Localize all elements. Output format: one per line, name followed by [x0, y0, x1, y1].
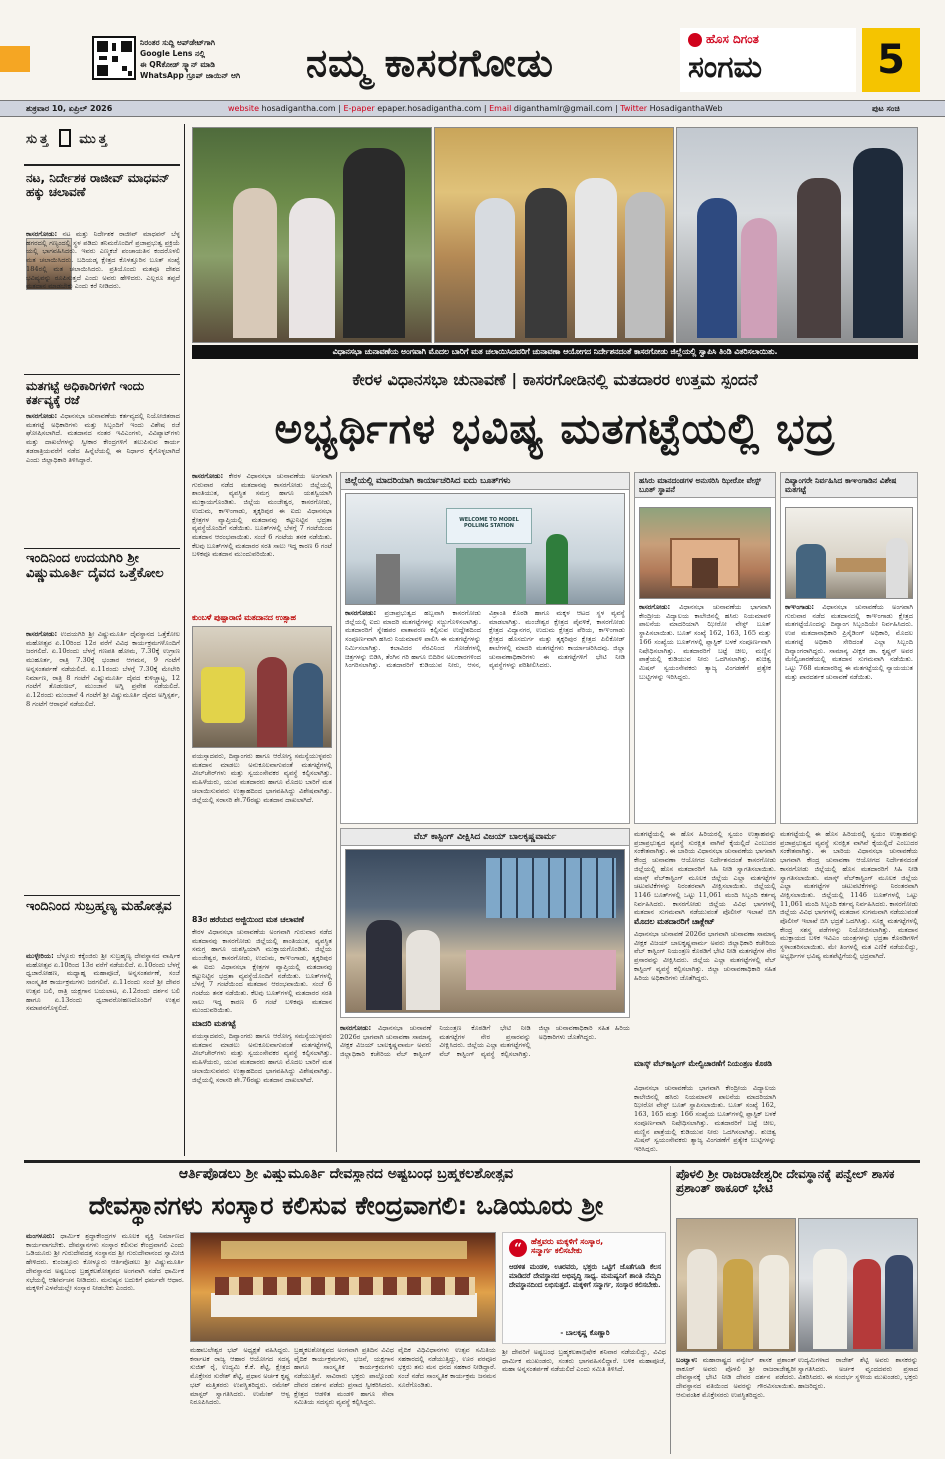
polali-body-col-2: ಉದ್ಯಮಿಗಳಾದ ರಾಜೇಶ್ ಶೆಟ್ಟಿ ಅವರು ಶಾಸಕರನ್ನು ಸ್ವಾಗತಿಸಿದರು. ಅರ್ಚಕ ವೃಂದದವರು ಪ್ರಸಾದ ವಿತರಿಸಿದರು. ಈ ಸಂದರ್ಭ ಸ್ಥಳೀಯ ಮುಖಂಡರು, ಭಕ್ತರು ಹಾಜರಿದ್ದರು. [798, 1356, 918, 1391]
lead-body-col-far-right: ಮತಗಟ್ಟೆಯಲ್ಲಿ ಈ ಹೊಸ ಹಿರಿಯರಲ್ಲಿ ಸ್ವಯಂ ಉತ್ಸಾಹವನ್ನು ಪ್ರಜಾಪ್ರಭುತ್ವದ ವ್ಯವಸ್ಥೆ ಸುರಕ್ಷಿತ ವಾಗಿವೆ ಕೈಯಲ್ಲಿದೆ ಎಂಬುದರ ಸಂಕೇತವಾಗಿತ್ತು. ಈ ಬಾರಿಯ ವಿಧಾನಸಭಾ ಚುನಾವಣೆಯ ಭಾಗವಾಗಿ ಕೇಂದ್ರ ಚುನಾವಣಾ ಆಯೋಗದ ನಿರ್ದೇಶನದಂತೆ ಕಾಸರಗೋಡು ಜಿಲ್ಲೆಯಲ್ಲಿ ಹೊಸ ಮತದಾರರಿಗೆ ಸಿಹಿ ನೀಡಿ ಸ್ವಾಗತಿಸಲಾಯಿತು. ಮಾಸ್ಕ್ ವೆಬ್‌ಕಾಸ್ಟಿಂಗ್ ಮೂಲಕ ಜಿಲ್ಲೆಯ ಎಲ್ಲಾ ಮತಗಟ್ಟೆಗಳ ಚಟುವಟಿಕೆಗಳನ್ನು ನಿರಂತರವಾಗಿ ವೀಕ್ಷಿಸಲಾಯಿತು. ಜಿಲ್ಲೆಯಲ್ಲಿ 1146 ಬೂತ್‌ಗಳಲ್ಲಿ ಒಟ್ಟು 11,061 ಮಂದಿ ಸಿಬ್ಬಂದಿ ಕರ್ತವ್ಯ ನಿರ್ವಹಿಸಿದರು. ಕಾಸರಗೋಡು ಜಿಲ್ಲೆಯ ವಿವಿಧ ಭಾಗಗಳಲ್ಲಿ ಮತದಾನ ಸುಗಮವಾಗಿ ನಡೆಯುವಂತೆ ಪೊಲೀಸ್ ಇಲಾಖೆ ಬಿಗಿ ಭದ್ರತೆ ಒದಗಿಸಿತ್ತು. ಸೂಕ್ಷ್ಮ ಮತಗಟ್ಟೆಗಳಲ್ಲಿ ಕೇಂದ್ರ ಸಶಸ್ತ್ರ ಪಡೆಗಳನ್ನು ನಿಯೋಜಿಸಲಾಗಿತ್ತು. ಮತದಾನ ಮುಕ್ತಾಯದ ಬಳಿಕ ಇವಿಎಂ ಯಂತ್ರಗಳನ್ನು ಭದ್ರತಾ ಕೊಠಡಿಗಳಿಗೆ ಸ್ಥಳಾಂತರಿಸಲಾಯಿತು. ಮೇ ತಿಂಗಳಲ್ಲಿ ಮತ ಎಣಿಕೆ ನಡೆಯಲಿದ್ದು, ಅಭ್ಯರ್ಥಿಗಳ ಭವಿಷ್ಯ ಮತಪೆಟ್ಟಿಗೆಯಲ್ಲಿ ಭದ್ರವಾಗಿದೆ. [780, 830, 918, 960]
divyanga-booth-box [780, 472, 918, 824]
masthead-orange-block [0, 46, 30, 72]
sidebar-headline: ಮತಗಟ್ಟೆ ಅಧಿಕಾರಿಗಳಿಗೆ ಇಂದು ಕರ್ತವ್ಯಕ್ಕೆ ರಜೆ [26, 379, 145, 407]
edition-label: ಪುಟ ಸಂಚಿ [872, 104, 900, 113]
sidebar-logo-icon [59, 129, 71, 147]
lead-photo-caption: ವಿಧಾನಸಭಾ ಚುನಾವಣೆಯ ಅಂಗವಾಗಿ ಮೊದಲ ಬಾರಿಗೆ ಮತ ಚಲಾಯಿಸಿದವರಿಗೆ ಚುನಾವಣಾ ಆಯೋಗದ ನಿರ್ದೇಶನದಂತೆ ಕಾಸರಗೋಡು ಜಿಲ್ಲೆಯಲ್ಲಿ ಸ್ವಾಪಿಸಿ ತಿಂಡಿ ವಿತರಿಸಲಾಯಿತು. [192, 345, 918, 359]
brand-large: ಸಂಗಮ [688, 50, 762, 85]
divyanga-booth-title: ದಿವ್ಯಾಂಗರೇ ನಿರ್ವಹಿಸಿದ ಕಾಞಂಗಾಡಿನ ವಿಶೇಷ ಮತಗಟ್ಟೆ [781, 473, 917, 498]
lead-body-col-right-c: ವಿಧಾನಸಭಾ ಚುನಾವಣೆಯ ಭಾಗವಾಗಿ ಕೇಂದ್ರೀಯ ವಿದ್ಯಾಲಯ ಕಾಲೇಜಿನಲ್ಲಿ ಹಸಿರು ನಿಯಮಾವಳಿ ಪಾಲನೆಯ ಮಾದರಿಯಾಗಿ ಝೀರೋ ವೇಸ್ಟ್ ಬೂತ್ ಸ್ಥಾಪಿಸಲಾಯಿತು. ಬೂತ್ ಸಂಖ್ಯೆ 162, 163, 165 ಮತ್ತು 166 ಸಂಖ್ಯೆಯ ಬೂತ್‌ಗಳಲ್ಲಿ ಪ್ಲಾಸ್ಟಿಕ್ ಬಳಕೆ ಸಂಪೂರ್ಣವಾಗಿ ನಿಷೇಧಿಸಲಾಗಿತ್ತು. ಮತದಾರರಿಗೆ ಬಟ್ಟೆ ಚೀಲ, ಮಣ್ಣಿನ ಪಾತ್ರೆಯಲ್ಲಿ ಕುಡಿಯುವ ನೀರು ಒದಗಿಸಲಾಗಿತ್ತು. ಶುಚಿತ್ವ ಮಿಷನ್ ಸ್ವಯಂಸೇವಕರು ತ್ಯಾಜ್ಯ ವಿಂಗಡಣೆಗೆ ಪ್ರತ್ಯೇಕ ಬುಟ್ಟಿಗಳನ್ನು ಇರಿಸಿದ್ದರು. [634, 1084, 776, 1152]
webcasting-body: ಕಾಸರಗೋಡು: ವಿಧಾನಸಭಾ ಚುನಾವಣೆ 2026ರ ಭಾಗವಾಗಿ ಚುನಾವಣಾ ಸಾಮಾನ್ಯ ವೀಕ್ಷಕ ವಿಜಯ್ ಬಾಲಕೃಷ್ಣವಾರ್ಮ ಅವರು ಜಿಲ್ಲಾಧಿಕಾರಿ ಕಚೇರಿಯ ವೆಬ್ ಕಾಸ್ಟಿಂಗ್ ನಿಯಂತ್ರಣ ಕೊಠಡಿಗೆ ಭೇಟಿ ನೀಡಿ ಮತಗಟ್ಟೆಗಳ ನೇರ ಪ್ರಸಾರವನ್ನು ವೀಕ್ಷಿಸಿದರು. ಜಿಲ್ಲೆಯ ಎಲ್ಲಾ ಮತಗಟ್ಟೆಗಳಲ್ಲಿ ವೆಬ್ ಕಾಸ್ಟಿಂಗ್ ವ್ಯವಸ್ಥೆ ಕಲ್ಪಿಸಲಾಗಿತ್ತು. ಜಿಲ್ಲಾ ಚುನಾವಣಾಧಿಕಾರಿ ಸಹಿತ ಹಿರಿಯ ಅಧಿಕಾರಿಗಳು ಜೊತೆಗಿದ್ದರು. [340, 1024, 630, 1059]
polali-temple-photo-1 [676, 1218, 796, 1352]
issue-date: ಶುಕ್ರವಾರ 10, ಏಪ್ರಿಲ್ 2026 [26, 104, 113, 113]
first-voters-photo-1 [192, 127, 432, 343]
lead-body-col-1: ಕಾಸರಗೋಡು: ಕೇರಳ ವಿಧಾನಸಭಾ ಚುನಾವಣೆಯ ಅಂಗವಾಗಿ ಗುರುವಾರ ನಡೆದ ಮತದಾನವು ಕಾಸರಗೋಡು ಜಿಲ್ಲೆಯಲ್ಲಿ ಶಾಂತಿಯುತ, ವ್ಯವಸ್ಥಿತ ಸಮಗ್ರ ಹಾಗೂ ಯಶಸ್ವಿಯಾಗಿ ಮುಕ್ತಾಯಗೊಂಡಿತು. ಜಿಲ್ಲೆಯ ಮಂಜೇಶ್ವರ, ಕಾಸರಗೋಡು, ಉದುಮ, ಕಾಞಂಗಾಡು, ತೃಕ್ಕರಿಪುರ ಈ ಐದು ವಿಧಾನಸಭಾ ಕ್ಷೇತ್ರಗಳ ವ್ಯಾಪ್ತಿಯಲ್ಲಿ ಮತದಾನವು ಕಟ್ಟುನಿಟ್ಟಿನ ಭದ್ರತಾ ವ್ಯವಸ್ಥೆಯೊಂದಿಗೆ ನಡೆಯಿತು. ಬೂತ್‌ಗಳಲ್ಲಿ ಬೆಳಗ್ಗೆ 7 ಗಂಟೆಯಿಂದ ಮತದಾನ ಆರಂಭವಾಯಿತು. ಸಂಜೆ 6 ಗಂಟೆಯ ತನಕ ನಡೆಯಿತು. ಕೆಲವು ಬೂತ್‌ಗಳಲ್ಲಿ ಮತದಾರರ ಸರತಿ ಸಾಲು ಇದ್ದ ಕಾರಣ 6 ಗಂಟೆ ಬಳಿಕವೂ ಮತದಾನ ಮುಂದುವರಿಯಿತು. [192, 472, 332, 559]
temple-body-col-1: ಮಂಗಳೂರು: ಧಾರ್ಮಿಕ ಶ್ರದ್ಧಾಕೇಂದ್ರಗಳ ಮೂಲಕ ವ್ಯಕ್ತಿ ನಿರ್ಮಾಣದ ಕಾರ್ಯವಾಗಬೇಕು. ದೇವಸ್ಥಾನಗಳು ಸಂಸ್ಕಾರ ಕಲಿಸುವ ಕೇಂದ್ರವಾಗಲಿ ಎಂದು ಒಡಿಯೂರು ಶ್ರೀ ಗುರುದೇವದತ್ತ ಸಂಸ್ಥಾನದ ಶ್ರೀ ಗುರುದೇವಾನಂದ ಸ್ವಾಮೀಜಿ ಹೇಳಿದರು. ಕುಂಜತ್ತೂರು ಕೋಳ್ಯೂರು ಆರ್ತಿಪೊಡಲು ಶ್ರೀ ವಿಷ್ಣುಮೂರ್ತಿ ದೇವಸ್ಥಾನದ ಅಷ್ಟಬಂಧ ಬ್ರಹ್ಮಕಲಶೋತ್ಸವದ ಅಂಗವಾಗಿ ನಡೆದ ಧಾರ್ಮಿಕ ಸಭೆಯಲ್ಲಿ ಆಶೀರ್ವಚನ ನೀಡಿದರು. ಮನುಷ್ಯನ ಬದುಕಿಗೆ ಧರ್ಮವೇ ಆಧಾರ. ಮಕ್ಕಳಿಗೆ ಎಳವೆಯಲ್ಲೇ ಸಂಸ್ಕಾರ ನೀಡಬೇಕು ಎಂದರು. [26, 1232, 184, 1293]
quote-headline: ಹೆತ್ತವರು ಮಕ್ಕಳಿಗೆ ಸಂಸ್ಕಾರ, ಸನ್ಮಾರ್ಗ ಕಲಿಸಬೇಕು [531, 1237, 604, 1256]
temple-kicker: ಆರ್ತಿಪೊಡಲು ಶ್ರೀ ವಿಷ್ಣುಮೂರ್ತಿ ದೇವಸ್ಥಾನದ ಅಷ್ಟಬಂಧ ಬ್ರಹ್ಮಕಲಶೋತ್ಸವ [178, 1166, 514, 1182]
first-voter-subhead: ಮೊದಲ ಮತದಾರರಿಗೆ ಚಾಕ್ಲೇಟ್ [634, 917, 715, 926]
epaper-link[interactable]: epaper.hosadigantha.com [377, 104, 482, 113]
brand-block [680, 28, 856, 92]
webcasting-title: ವೆಬ್ ಕಾಸ್ಟಿಂಗ್ ವೀಕ್ಷಿಸಿದ ವಿಜಯ್ ಬಾಲಕೃಷ್ಣವಾರ್ಮ [341, 829, 629, 846]
model-booths-title: ಜಿಲ್ಲೆಯಲ್ಲಿ ಮಾದರಿಯಾಗಿ ಕಾರ್ಯಾಚರಿಸಿದ ಐದು ಬೂತ್‌ಗಳು [341, 473, 629, 490]
webcasting-room-photo [345, 849, 625, 1013]
email-link[interactable]: diganthamlr@gmail.com [513, 104, 613, 113]
model-polling-station-photo [345, 493, 625, 605]
quote-author: - ಬಾಲಕೃಷ್ಣ ಕೊಣ್ಣಾರಿ [560, 1329, 610, 1337]
sidebar-story-1 [26, 172, 180, 200]
lead-kicker: ಕೇರಳ ವಿಧಾನಸಭಾ ಚುನಾವಣೆ | ಕಾಸರಗೋಡಿನಲ್ಲಿ ಮತದಾರರ ಉತ್ತಮ ಸ್ಪಂದನೆ [352, 370, 758, 389]
polali-headline: ಪೊಳಲಿ ಶ್ರೀ ರಾಜರಾಜೇಶ್ವರೀ ದೇವಸ್ಥಾನಕ್ಕೆ ಪನ್ವೇಲ್ ಶಾಸಕ ಪ್ರಶಾಂತ್ ಠಾಕೂರ್ ಭೇಟಿ [676, 1167, 895, 1195]
first-voters-photo-2 [434, 127, 674, 343]
brand-small: ಹೊಸ ದಿಗಂತ [706, 32, 759, 46]
lead-body-col-1d: ವಯಸ್ಸಾದವರು, ದಿವ್ಯಾಂಗರು ಹಾಗೂ ಆರೋಗ್ಯ ಸಮಸ್ಯೆಯುಳ್ಳವರು ಮತದಾನ ಮಾಡಲು ಅನುಕೂಲವಾಗುವಂತೆ ಮತಗಟ್ಟೆಗಳಲ್ಲಿ ವೀಲ್‌ಚೇರ್‌ಗಳು ಮತ್ತು ಸ್ವಯಂಸೇವಕರ ವ್ಯವಸ್ಥೆ ಕಲ್ಪಿಸಲಾಗಿತ್ತು. ಮಹಿಳೆಯರು, ಯುವ ಮತದಾರರು ಹಾಗೂ ಮೊದಲ ಬಾರಿಗೆ ಮತ ಚಲಾಯಿಸುವವರು ಉತ್ಸಾಹದಿಂದ ಭಾಗವಹಿಸಿದ್ದು ವಿಶೇಷವಾಗಿತ್ತು. ಜಿಲ್ಲೆಯಲ್ಲಿ ಸರಾಸರಿ ಶೇ.76ರಷ್ಟು ಮತದಾನ ದಾಖಲಾಗಿದೆ. [192, 1032, 332, 1084]
qr-code-icon [92, 36, 136, 80]
sidebar-body-1: ಕಾಸರಗೋಡು: ನಟ ಮತ್ತು ನಿರ್ದೇಶಕ ರಾಜೀವ್ ಮಾಧವನ್ ಬೆಳ್ಳ ಹಗರದಲ್ಲಿ ಗಣ್ಯಂದಲ್ಲಿ ಸ್ಥಳ ಪಡಿದು ತನಿಮರೊಂದಿಗೆ ಪ್ರಜಾಪ್ರಭುತ್ವ ಪ್ರಕ್ರಿಯೆ ಯಲ್ಲಿ ಭಾಗವಹಿಸಿದರು. ಇವರು ಎಣ್ಮಕಜೆ ಪಂಚಾಯತಿನ ಕಂದರೊಳಲಿ ಮತ ಚಲಾಯಿಸಿದರು. ಬದಿಯಡ್ಕ ಕ್ಷೇತ್ರದ ಕೊಳತ್ತೂರಿನ ಬೂತ್ ಸಂಖ್ಯೆ 184ರಲ್ಲಿ ಮತ ಚಲಾಯಿಸಿದರು. ಪ್ರತಿಯೊಂದು ಮತವೂ ದೇಶದ ಭವಿಷ್ಯವನ್ನು ರೂಪಿಸುತ್ತದೆ ಎಂದು ಅವರು ಹೇಳಿದರು. ಎಲ್ಲರೂ ತಪ್ಪದೆ ಮತದಾನ ಮಾಡಬೇಕು ಎಂದು ಕರೆ ನೀಡಿದರು. [26, 230, 180, 291]
twitter-link[interactable]: HosadiganthaWeb [649, 104, 723, 113]
sidebar-logo: ಸುತ್ತ ಮುತ್ತ [26, 128, 176, 152]
first-voters-photo-3 [676, 127, 918, 343]
lead-headline: ಅಭ್ಯರ್ಥಿಗಳ ಭವಿಷ್ಯ ಮತಗಟ್ಟೆಯಲ್ಲಿ ಭದ್ರ [274, 404, 836, 453]
temple-body-col-5: ಶ್ರೀ ದೇವರಿಗೆ ಅಷ್ಟಬಂಧ ಬ್ರಹ್ಮಕಲಶಾಭಿಷೇಕ ಶನಿವಾರ ನಡೆಯಲಿದ್ದು, ವಿವಿಧ ಧಾರ್ಮಿಕ ಮುಖಂಡರು, ಸಂತರು ಭಾಗವಹಿಸಲಿದ್ದಾರೆ. ಬಳಿಕ ಮಹಾಪೂಜೆ, ಮಹಾ ಅನ್ನಸಂತರ್ಪಣೆ ನಡೆಯಲಿದೆ ಎಂದು ಸಮಿತಿ ತಿಳಿಸಿದೆ. [502, 1348, 666, 1374]
temple-headline: ದೇವಸ್ಥಾನಗಳು ಸಂಸ್ಕಾರ ಕಲಿಸುವ ಕೇಂದ್ರವಾಗಲಿ: ಒಡಿಯೂರು ಶ್ರೀ [88, 1191, 604, 1220]
lead-body-col-right-a: ಮತಗಟ್ಟೆಯಲ್ಲಿ ಈ ಹೊಸ ಹಿರಿಯರಲ್ಲಿ ಸ್ವಯಂ ಉತ್ಸಾಹವನ್ನು ಪ್ರಜಾಪ್ರಭುತ್ವದ ವ್ಯವಸ್ಥೆ ಸುರಕ್ಷಿತ ವಾಗಿವೆ ಕೈಯಲ್ಲಿದೆ ಎಂಬುದರ ಸಂಕೇತವಾಗಿತ್ತು. ಈ ಬಾರಿಯ ವಿಧಾನಸಭಾ ಚುನಾವಣೆಯ ಭಾಗವಾಗಿ ಕೇಂದ್ರ ಚುನಾವಣಾ ಆಯೋಗದ ನಿರ್ದೇಶನದಂತೆ ಕಾಸರಗೋಡು ಜಿಲ್ಲೆಯಲ್ಲಿ ಹೊಸ ಮತದಾರರಿಗೆ ಸಿಹಿ ನೀಡಿ ಸ್ವಾಗತಿಸಲಾಯಿತು. ಮಾಸ್ಕ್ ವೆಬ್‌ಕಾಸ್ಟಿಂಗ್ ಮೂಲಕ ಜಿಲ್ಲೆಯ ಎಲ್ಲಾ ಮತಗಟ್ಟೆಗಳ ಚಟುವಟಿಕೆಗಳನ್ನು ನಿರಂತರವಾಗಿ ವೀಕ್ಷಿಸಲಾಯಿತು. ಜಿಲ್ಲೆಯಲ್ಲಿ 1146 ಬೂತ್‌ಗಳಲ್ಲಿ ಒಟ್ಟು 11,061 ಮಂದಿ ಸಿಬ್ಬಂದಿ ಕರ್ತವ್ಯ ನಿರ್ವಹಿಸಿದರು. ಕಾಸರಗೋಡು ಜಿಲ್ಲೆಯ ವಿವಿಧ ಭಾಗಗಳಲ್ಲಿ ಮತದಾನ ಸುಗಮವಾಗಿ ನಡೆಯುವಂತೆ ಪೊಲೀಸ್ ಇಲಾಖೆ ಬಿಗಿ [634, 830, 776, 916]
brand-logo-icon [688, 33, 702, 47]
model-polling-sign: WELCOME TO MODEL POLLING STATION [446, 508, 532, 544]
temple-stage-photo [190, 1232, 496, 1342]
page-number: 5 [862, 28, 920, 92]
temple-quote-box [502, 1232, 666, 1344]
sidebar-headline: ಇಂದಿನಿಂದ ಸುಬ್ರಹ್ಮಣ್ಯ ಮಹೋತ್ಸವ [26, 899, 172, 914]
lead-body-col-right-b: ವಿಧಾನಸಭಾ ಚುನಾವಣೆ 2026ರ ಭಾಗವಾಗಿ ಚುನಾವಣಾ ಸಾಮಾನ್ಯ ವೀಕ್ಷಕ ವಿಜಯ್ ಬಾಲಕೃಷ್ಣವಾರ್ಮ ಅವರು ಜಿಲ್ಲಾಧಿಕಾರಿ ಕಚೇರಿಯ ವೆಬ್ ಕಾಸ್ಟಿಂಗ್ ನಿಯಂತ್ರಣ ಕೊಠಡಿಗೆ ಭೇಟಿ ನೀಡಿ ಮತಗಟ್ಟೆಗಳ ನೇರ ಪ್ರಸಾರವನ್ನು ವೀಕ್ಷಿಸಿದರು. ಜಿಲ್ಲೆಯ ಎಲ್ಲಾ ಮತಗಟ್ಟೆಗಳಲ್ಲಿ ವೆಬ್ ಕಾಸ್ಟಿಂಗ್ ವ್ಯವಸ್ಥೆ ಕಲ್ಪಿಸಲಾಗಿತ್ತು. ಜಿಲ್ಲಾ ಚುನಾವಣಾಧಿಕಾರಿ ಸಹಿತ ಹಿರಿಯ ಅಧಿಕಾರಿಗಳು ಜೊತೆಗಿದ್ದರು. [634, 930, 776, 982]
temple-body-col-3: ಬ್ರಹ್ಮಕಲಶೋತ್ಸವದ ಅಂಗವಾಗಿ ಪ್ರತಿದಿನ ವಿವಿಧ ವೈದಿಕ ಕಾರ್ಯಕ್ರಮಗಳು, ಭಜನೆ, ಯಕ್ಷಗಾನ ಹಾಗೂ ಸಾಂಸ್ಕೃತಿಕ ಕಾರ್ಯಕ್ರಮಗಳು ನಡೆಯುತ್ತಿವೆ. ಸಾವಿರಾರು ಭಕ್ತರು ಪಾಲ್ಗೊಂಡು ದೇವರ ದರ್ಶನ ಪಡೆದು ಪ್ರಸಾದ ಸ್ವೀಕರಿಸಿದರು. ಕ್ಷೇತ್ರದ ಆಡಳಿತ ಮಂಡಳಿ ಹಾಗೂ ಸೇವಾ ಸಮಿತಿಯ ಸದಸ್ಯರು ವ್ಯವಸ್ಥೆ ಕಲ್ಪಿಸಿದ್ದರು. [294, 1346, 394, 1407]
zero-waste-booth-photo [639, 507, 771, 599]
temple-body-col-2: ಮಹಾಬಲೇಶ್ವರ ಭಟ್ ಅಧ್ಯಕ್ಷತೆ ವಹಿಸಿದ್ದರು. ಕರ್ನಾಟಕ ರಾಜ್ಯ ಆಹಾರ ಆಯೋಗದ ಸದಸ್ಯ ಸುಜಿತ್ ರೈ, ಉದ್ಯಮಿ ಕೆ.ಕೆ. ಶೆಟ್ಟಿ, ಕ್ಷೇತ್ರದ ಮೊಕ್ತೇಸರ ಸುರೇಶ್ ಶೆಟ್ಟಿ, ಪ್ರಧಾನ ಅರ್ಚಕ ಕೃಷ್ಣ ಭಟ್ ಮತ್ತಿತರರು ಉಪಸ್ಥಿತರಿದ್ದರು. ರಮೇಶ್ ಮಾಸ್ಟರ್ ಸ್ವಾಗತಿಸಿದರು. ಉಮೇಶ್ ಆಳ್ವ ನಿರೂಪಿಸಿದರು. [190, 1346, 290, 1407]
polali-temple-photo-2 [798, 1218, 918, 1352]
temple-body-col-4: ವೈದಿಕ ವಿಧಿವಿಧಾನಗಳು ಉತ್ಸವ ಸಮಿತಿಯ ಸಹಕಾರದಲ್ಲಿ ನಡೆಯುತ್ತಿದ್ದು, ಊರ ಪರವೂರ ಭಕ್ತರು ತನು ಮನ ಧನದ ಸಹಕಾರ ನೀಡಿದ್ದಾರೆ. ಸಂಜೆ ನಡೆದ ಸಾಂಸ್ಕೃತಿಕ ಕಾರ್ಯಕ್ರಮ ಜನಮನ ಸೂರೆಗೊಂಡಿತು. [398, 1346, 496, 1389]
sidebar-headline: ಇಂದಿನಿಂದ ಉದಯಗಿರಿ ಶ್ರೀ ವಿಷ್ಣುಮೂರ್ತಿ ದೈವದ ಒತ್ತೆಕೋಲ [26, 551, 164, 581]
zero-waste-box [634, 472, 776, 824]
elderly-voter-subhead: 83ರ ಹರೆಯದ ಅಜ್ಜಿಯಿಂದ ಮತ ಚಲಾವಣೆ [192, 915, 304, 924]
polali-body-col-1: ಬಂಟ್ವಾಳ: ಮಹಾರಾಷ್ಟ್ರದ ಪನ್ವೇಲ್ ಶಾಸಕ ಪ್ರಶಾಂತ್ ಠಾಕೂರ್ ಅವರು ಪೊಳಲಿ ಶ್ರೀ ರಾಜರಾಜೇಶ್ವರೀ ದೇವಸ್ಥಾನಕ್ಕೆ ಭೇಟಿ ನೀಡಿ ದೇವರ ದರ್ಶನ ಪಡೆದರು. ದೇವಸ್ಥಾನದ ವತಿಯಿಂದ ಅವರನ್ನು ಗೌರವಿಸಲಾಯಿತು. ಆನುವಂಶಿಕ ಮೊಕ್ತೇಸರರು ಉಪಸ್ಥಿತರಿದ್ದರು. [676, 1356, 796, 1399]
sidebar-headline: ನಟ, ನಿರ್ದೇಶಕ ರಾಜೀವ್ ಮಾಧವನ್ ಹಕ್ಕು ಚಲಾವಣೆ [26, 171, 170, 199]
lead-body-col-1c: ಕೇರಳ ವಿಧಾನಸಭಾ ಚುನಾವಣೆಯ ಅಂಗವಾಗಿ ಗುರುವಾರ ನಡೆದ ಮತದಾನವು ಕಾಸರಗೋಡು ಜಿಲ್ಲೆಯಲ್ಲಿ ಶಾಂತಿಯುತ, ವ್ಯವಸ್ಥಿತ ಸಮಗ್ರ ಹಾಗೂ ಯಶಸ್ವಿಯಾಗಿ ಮುಕ್ತಾಯಗೊಂಡಿತು. ಜಿಲ್ಲೆಯ ಮಂಜೇಶ್ವರ, ಕಾಸರಗೋಡು, ಉದುಮ, ಕಾಞಂಗಾಡು, ತೃಕ್ಕರಿಪುರ ಈ ಐದು ವಿಧಾನಸಭಾ ಕ್ಷೇತ್ರಗಳ ವ್ಯಾಪ್ತಿಯಲ್ಲಿ ಮತದಾನವು ಕಟ್ಟುನಿಟ್ಟಿನ ಭದ್ರತಾ ವ್ಯವಸ್ಥೆಯೊಂದಿಗೆ ನಡೆಯಿತು. ಬೂತ್‌ಗಳಲ್ಲಿ ಬೆಳಗ್ಗೆ 7 ಗಂಟೆಯಿಂದ ಮತದಾನ ಆರಂಭವಾಯಿತು. ಸಂಜೆ 6 ಗಂಟೆಯ ತನಕ ನಡೆಯಿತು. ಕೆಲವು ಬೂತ್‌ಗಳಲ್ಲಿ ಮತದಾರರ ಸರತಿ ಸಾಲು ಇದ್ದ ಕಾರಣ 6 ಗಂಟೆ ಬಳಿಕವೂ ಮತದಾನ ಮುಂದುವರಿಯಿತು. [192, 928, 332, 1015]
divyanga-booth-body: ಕಾಞಂಗಾಡು: ವಿಧಾನಸಭಾ ಚುನಾವಣೆಯ ಅಂಗವಾಗಿ ಗುರುವಾರ ನಡೆದ ಮತದಾನದಲ್ಲಿ ಕಾಞಂಗಾಡು ಕ್ಷೇತ್ರದ ಮತಗಟ್ಟೆಯೊಂದನ್ನು ದಿವ್ಯಾಂಗ ಸಿಬ್ಬಂದಿಯೇ ನಿರ್ವಹಿಸಿದರು. ಉಪ ಮತದಾನಾಧಿಕಾರಿ ಪ್ರಿಸೈಡಿಂಗ್ ಅಧಿಕಾರಿ, ಮೊದಲ ಮತಗಟ್ಟೆ ಅಧಿಕಾರಿ ಸೇರಿದಂತೆ ಎಲ್ಲಾ ಸಿಬ್ಬಂದಿ ದಿವ್ಯಾಂಗರಾಗಿದ್ದರು. ಸಾಮಾನ್ಯ ವೀಕ್ಷಕ ಡಾ. ಕೃಷ್ಣನ್ ಅವರ ಮೇಲ್ವಿಚಾರಣೆಯಲ್ಲಿ ಮತದಾನ ಸುಗಮವಾಗಿ ನಡೆಯಿತು. ಒಟ್ಟು 768 ಮತದಾರರಿದ್ದ ಈ ಮತಗಟ್ಟೆಯಲ್ಲಿ ನ್ಯಾಯಯುತ ಮತ್ತು ಪಾರದರ್ಶಕ ಚುನಾವಣೆ ನಡೆಯಿತು. [785, 603, 913, 681]
kumbla-subhead: ಕುಂಬಳೆ ಪುಷ್ಪಾರಾಣಿ ಮತದಾನದ ಉತ್ಸಾಹ [192, 613, 296, 622]
model-booths-body: ಕಾಸರಗೋಡು: ಪ್ರಜಾಪ್ರಭುತ್ವದ ಹಬ್ಬವಾಗಿ ಕಾಸರಗೋಡು ಜಿಲ್ಲೆಯಲ್ಲಿ ಐದು ಮಾದರಿ ಮತಗಟ್ಟೆಗಳನ್ನು ಸಜ್ಜುಗೊಳಿಸಲಾಗಿತ್ತು. ಮತದಾರರಿಗೆ ಸ್ನೇಹಪರ ವಾತಾವರಣ ಕಲ್ಪಿಸುವ ಉದ್ದೇಶದಿಂದ ಸಂಪೂರ್ಣವಾಗಿ ಹಸಿರು ನಿಯಮಾವಳಿ ಪಾಲಿಸಿ ಈ ಮತಗಟ್ಟೆಗಳನ್ನು ನಿರ್ಮಿಸಲಾಗಿತ್ತು. ಕಲಾವಿದರ ನೆರವಿನಿಂದ ಗೋಡೆಗಳಲ್ಲಿ ಚಿತ್ರಗಳನ್ನು ಬಿಡಿಸಿ, ತೆಂಗಿನ ಗರಿ ಹಾಗೂ ಬಿದಿರಿನ ಅಲಂಕಾರಗಳಿಂದ ಸಿಂಗರಿಸಲಾಗಿತ್ತು. ಮತದಾರರಿಗೆ ಕುಡಿಯುವ ನೀರು, ಆಸನ, ವಿಶ್ರಾಂತಿ ಕೊಠಡಿ ಹಾಗೂ ಮಕ್ಕಳ ಆಟದ ಸ್ಥಳ ವ್ಯವಸ್ಥೆ ಮಾಡಲಾಗಿತ್ತು. ಮಂಜೇಶ್ವರ ಕ್ಷೇತ್ರದ ಪೈವಳಿಕೆ, ಕಾಸರಗೋಡು ಕ್ಷೇತ್ರದ ವಿದ್ಯಾನಗರ, ಉದುಮ ಕ್ಷೇತ್ರದ ಪೆರಿಯ, ಕಾಞಂಗಾಡು ಕ್ಷೇತ್ರದ ಹೊಸದುರ್ಗ ಮತ್ತು ತೃಕ್ಕರಿಪುರ ಕ್ಷೇತ್ರದ ಪಿಲಿಕೋಡ್ ಶಾಲೆಗಳಲ್ಲಿ ಮಾದರಿ ಮತಗಟ್ಟೆಗಳು ಕಾರ್ಯಾಚರಿಸಿದವು. ಜಿಲ್ಲಾ ಚುನಾವಣಾಧಿಕಾರಿಗಳು ಈ ಮತಗಟ್ಟೆಗಳಿಗೆ ಭೇಟಿ ನೀಡಿ ವ್ಯವಸ್ಥೆಗಳನ್ನು ಪರಿಶೀಲಿಸಿದರು. [345, 609, 625, 670]
model-booth-subhead: ಮಾದರಿ ಮತಗಟ್ಟೆ [192, 1019, 236, 1028]
mask-webcasting-subhead: ಮಾಸ್ಕ್ ವೆಬ್‌ಕಾಸ್ಟಿಂಗ್ ಮೇಲ್ವಿಚಾರಣೆಗೆ ನಿಯಂತ್ರಣ ಕೊಠಡಿ [634, 1059, 772, 1068]
section-title: ನಮ್ಮ ಕಾಸರಗೋಡು [306, 41, 555, 85]
sidebar-body-2: ಕಾಸರಗೋಡು: ವಿಧಾನಸಭಾ ಚುನಾವಣೆಯ ಕರ್ತವ್ಯದಲ್ಲಿ ನಿಯೋಜಿತರಾದ ಮತಗಟ್ಟೆ ಅಧಿಕಾರಿಗಳು ಮತ್ತು ಸಿಬ್ಬಂದಿಗೆ ಇಂದು ವಿಶೇಷ ರಜೆ ಘೋಷಿಸಲಾಗಿದೆ. ಮತದಾನದ ನಂತರ ಇವಿಎಂಗಳು, ವಿವಿಪ್ಯಾಟ್‌ಗಳು ಮತ್ತು ದಾಖಲೆಗಳನ್ನು ಸ್ವೀಕಾರ ಕೇಂದ್ರಗಳಿಗೆ ತಲುಪಿಸುವ ಕಾರ್ಯ ತಡರಾತ್ರಿಯವರೆಗೆ ನಡೆದ ಹಿನ್ನೆಲೆಯಲ್ಲಿ ಈ ನಿರ್ಧಾರ ಕೈಗೊಳ್ಳಲಾಗಿದೆ ಎಂದು ಜಿಲ್ಲಾಧಿಕಾರಿ ತಿಳಿಸಿದ್ದಾರೆ. [26, 412, 180, 464]
kumbla-voter-photo [192, 626, 332, 748]
quote-icon: “ [509, 1239, 527, 1257]
qr-instructions: ನಿರಂತರ ಸುದ್ದಿ ಅಪ್‌ಡೇಟ್‌ಗಾಗಿ Google Lens ನಲ್ಲಿ ಈ QRಕೋಡ್ ಸ್ಕ್ಯಾನ್ ಮಾಡಿ WhatsApp ಗ್ರೂಪ್ ಜಾಯಿನ್ ಆಗಿ [140, 38, 241, 80]
zero-waste-body: ಕಾಸರಗೋಡು: ವಿಧಾನಸಭಾ ಚುನಾವಣೆಯ ಭಾಗವಾಗಿ ಕೇಂದ್ರೀಯ ವಿದ್ಯಾಲಯ ಕಾಲೇಜಿನಲ್ಲಿ ಹಸಿರು ನಿಯಮಾವಳಿ ಪಾಲನೆಯ ಮಾದರಿಯಾಗಿ ಝೀರೋ ವೇಸ್ಟ್ ಬೂತ್ ಸ್ಥಾಪಿಸಲಾಯಿತು. ಬೂತ್ ಸಂಖ್ಯೆ 162, 163, 165 ಮತ್ತು 166 ಸಂಖ್ಯೆಯ ಬೂತ್‌ಗಳಲ್ಲಿ ಪ್ಲಾಸ್ಟಿಕ್ ಬಳಕೆ ಸಂಪೂರ್ಣವಾಗಿ ನಿಷೇಧಿಸಲಾಗಿತ್ತು. ಮತದಾರರಿಗೆ ಬಟ್ಟೆ ಚೀಲ, ಮಣ್ಣಿನ ಪಾತ್ರೆಯಲ್ಲಿ ಕುಡಿಯುವ ನೀರು ಒದಗಿಸಲಾಗಿತ್ತು. ಶುಚಿತ್ವ ಮಿಷನ್ ಸ್ವಯಂಸೇವಕರು ತ್ಯಾಜ್ಯ ವಿಂಗಡಣೆಗೆ ಪ್ರತ್ಯೇಕ ಬುಟ್ಟಿಗಳನ್ನು ಇರಿಸಿದ್ದರು. [639, 603, 771, 681]
quote-body: ಆಡಳಿತ ಮಂಡಳಿ, ಊರವರು, ಭಕ್ತರು ಒಟ್ಟಿಗೆ ಜೊತೆಗೂಡಿ ಕೆಲಸ ಮಾಡಿದರೆ ದೇವಸ್ಥಾನದ ಅಭಿವೃದ್ಧಿ ಸಾಧ್ಯ. ಮನುಷ್ಯನಿಗೆ ಶಾಂತಿ ನೆಮ್ಮದಿ ದೇವಸ್ಥಾನದಿಂದ ಲಭಿಸುತ್ತದೆ. ಮಕ್ಕಳಿಗೆ ಸನ್ಮಾರ್ಗ, ಸಂಸ್ಕಾರ ಕಲಿಸಬೇಕು. [509, 1263, 661, 1289]
date-strip [0, 100, 945, 117]
sidebar-body-4: ಮುಳ್ಳೇರಿಯ: ಬೆಳ್ಳೂರು ಕಕ್ಕೆಂಜಿರು ಶ್ರೀ ಸುಬ್ರಹ್ಮಣ್ಯ ದೇವಸ್ಥಾನದ ವಾರ್ಷಿಕ ಮಹೋತ್ಸವ ಏ.10ರಿಂದ 13ರ ವರೆಗೆ ನಡೆಯಲಿದೆ. ಏ.10ರಂದು ಬೆಳಗ್ಗೆ ಧ್ವಜಾರೋಹಣ, ಮಧ್ಯಾಹ್ನ ಮಹಾಪೂಜೆ, ಅನ್ನಸಂತರ್ಪಣೆ, ಸಂಜೆ ಸಾಂಸ್ಕೃತಿಕ ಕಾರ್ಯಕ್ರಮಗಳು ಜರಗಲಿವೆ. ಏ.11ರಂದು ಸಂಜೆ ಶ್ರೀ ದೇವರ ಉತ್ಸವ ಬಲಿ, ರಾತ್ರಿ ಯಕ್ಷಗಾನ ಬಯಲಾಟ, ಏ.12ರಂದು ದರ್ಶನ ಬಲಿ ಹಾಗೂ ಏ.13ರಂದು ಧ್ವಜಾವರೋಹಣದೊಂದಿಗೆ ಉತ್ಸವ ಸಮಾಪನಗೊಳ್ಳಲಿದೆ. [26, 952, 180, 1013]
webcasting-box [340, 828, 630, 1018]
contact-links: website hosadigantha.com | E-paper epaper.hosadigantha.com | Email diganthamlr@gmail.com | Twitter HosadiganthaWeb [228, 104, 723, 113]
model-booths-box [340, 472, 630, 824]
divyanga-booth-photo [785, 507, 913, 599]
zero-waste-title: ಹಸಿರು ಮಾನದಂಡಗಳ ಅನುಸರಿಸಿ ಝೀರೋ ವೇಸ್ಟ್ ಬೂತ್ ಸ್ಥಾಪನೆ [635, 473, 775, 498]
lead-body-col-1b: ವಯಸ್ಸಾದವರು, ದಿವ್ಯಾಂಗರು ಹಾಗೂ ಆರೋಗ್ಯ ಸಮಸ್ಯೆಯುಳ್ಳವರು ಮತದಾನ ಮಾಡಲು ಅನುಕೂಲವಾಗುವಂತೆ ಮತಗಟ್ಟೆಗಳಲ್ಲಿ ವೀಲ್‌ಚೇರ್‌ಗಳು ಮತ್ತು ಸ್ವಯಂಸೇವಕರ ವ್ಯವಸ್ಥೆ ಕಲ್ಪಿಸಲಾಗಿತ್ತು. ಮಹಿಳೆಯರು, ಯುವ ಮತದಾರರು ಹಾಗೂ ಮೊದಲ ಬಾರಿಗೆ ಮತ ಚಲಾಯಿಸುವವರು ಉತ್ಸಾಹದಿಂದ ಭಾಗವಹಿಸಿದ್ದು ವಿಶೇಷವಾಗಿತ್ತು. ಜಿಲ್ಲೆಯಲ್ಲಿ ಸರಾಸರಿ ಶೇ.76ರಷ್ಟು ಮತದಾನ ದಾಖಲಾಗಿದೆ. [192, 752, 332, 804]
sidebar-body-3: ಕಾಸರಗೋಡು: ಉದಯಗಿರಿ ಶ್ರೀ ವಿಷ್ಣುಮೂರ್ತಿ ದೈವಸ್ಥಾನದ ಒತ್ತೆಕೋಲ ಮಹೋತ್ಸವ ಏ.10ರಿಂದ 12ರ ವರೆಗೆ ವಿವಿಧ ಕಾರ್ಯಕ್ರಮಗಳೊಂದಿಗೆ ಜರಗಲಿದೆ. ಏ.10ರಂದು ಬೆಳಗ್ಗೆ ಗಣಪತಿ ಹೋಮ, 7.30ಕ್ಕೆ ಉಗ್ರಾಣ ಮುಹೂರ್ತ, ರಾತ್ರಿ 7.30ಕ್ಕೆ ಭಂಡಾರ ಆಗಮನ, 9 ಗಂಟೆಗೆ ಅನ್ನಸಂತರ್ಪಣೆ ನಡೆಯಲಿದೆ. ಏ.11ರಂದು ಬೆಳಗ್ಗೆ 7.30ಕ್ಕೆ ಮೇಲೇರಿ ನಿರ್ಮಾಣ, ರಾತ್ರಿ 8 ಗಂಟೆಗೆ ವಿಷ್ಣುಮೂರ್ತಿ ದೈವದ ಕುಳಿಚ್ಚಾಟ್ಟ, 12 ಗಂಟೆಗೆ ತೊಡಂಙಲ್, ಮುಂಜಾನೆ ಅಗ್ನಿ ಪ್ರವೇಶ ನಡೆಯಲಿದೆ. ಏ.12ರಂದು ಮುಂಜಾನೆ 4 ಗಂಟೆಗೆ ಶ್ರೀ ವಿಷ್ಣುಮೂರ್ತಿ ದೈವದ ಅಗ್ನಿಸ್ಪರ್ಶ, 8 ಗಂಟೆಗೆ ಆರಾಧನೆ ನಡೆಯಲಿದೆ. [26, 630, 180, 708]
website-link[interactable]: hosadigantha.com [261, 104, 336, 113]
